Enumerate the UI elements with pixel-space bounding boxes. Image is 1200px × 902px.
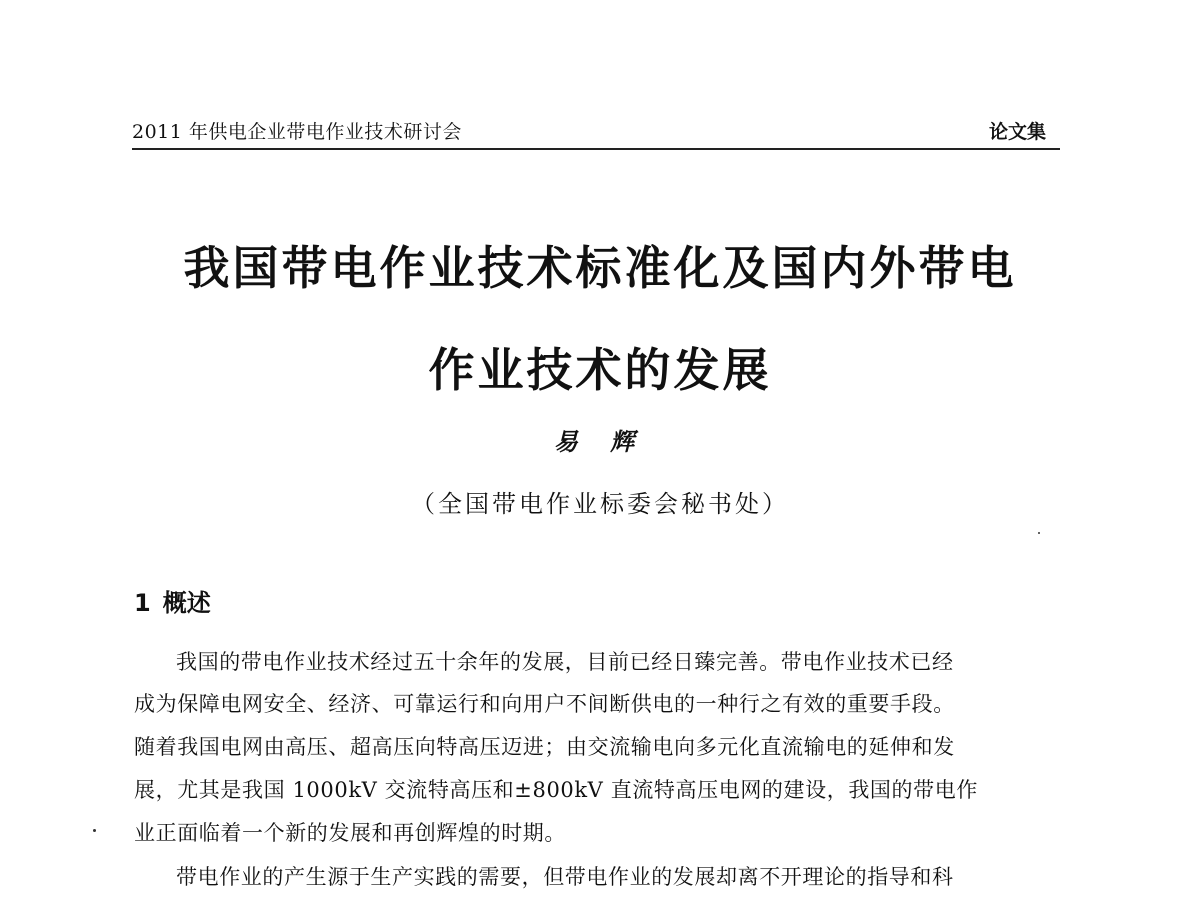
article-title-line-1: 我国带电作业技术标准化及国内外带电 (183, 241, 1017, 295)
author-affiliation: （全国带电作业标委会秘书处） (411, 490, 789, 518)
section-heading (134, 583, 211, 618)
author-name: 易 辉 (553, 427, 647, 456)
scan-speck (1038, 532, 1040, 534)
section-label: 论文集 (988, 121, 1046, 143)
scan-speck (93, 829, 96, 832)
paragraph-line: 展，尤其是我国 1000kV 交流特高压和±800kV 直流特高压电网的建设，我国的带电作 (134, 778, 978, 802)
paragraph-line: 我国的带电作业技术经过五十余年的发展，目前已经日臻完善。带电作业技术已经 (176, 650, 954, 674)
running-header (132, 118, 1060, 150)
section-number: 1 (134, 589, 151, 617)
article-title-line-2: 作业技术的发展 (428, 343, 772, 397)
paragraph-line: 随着我国电网由高压、超高压向特高压迈进；由交流输电向多元化直流输电的延伸和发 (134, 735, 955, 759)
paragraph-line: 成为保障电网安全、经济、可靠运行和向用户不间断供电的一种行之有效的重要手段。 (134, 692, 955, 716)
paragraph-line: 业正面临着一个新的发展和再创辉煌的时期。 (134, 821, 566, 845)
paragraph-line: 带电作业的产生源于生产实践的需要，但带电作业的发展却离不开理论的指导和科 (176, 865, 954, 889)
section-title: 概述 (162, 589, 211, 617)
conference-name: 2011 年供电企业带电作业技术研讨会 (132, 121, 462, 143)
